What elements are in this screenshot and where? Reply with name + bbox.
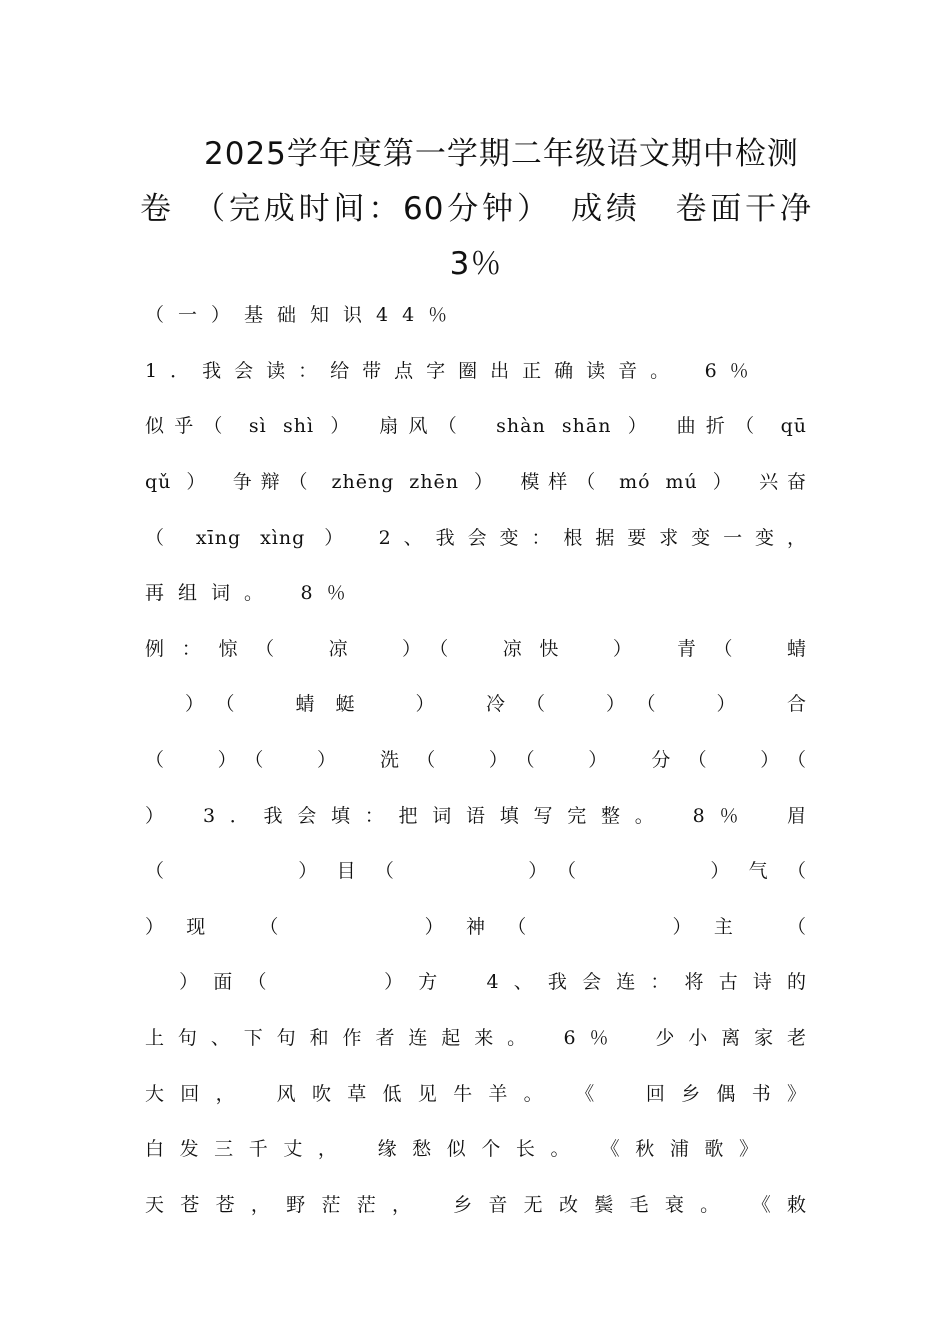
- question-1-heading: 1．我会读：给带点字圈出正确读音。 6％: [145, 360, 762, 382]
- text-line: （ ）目（ ）（ ）气（: [145, 860, 807, 882]
- text-line: 白发三千丈， 缘愁似个长。 《秋浦歌》: [145, 1138, 759, 1160]
- exam-title-line-1: 2025学年度第一学期二年级语文期中检测: [204, 136, 799, 172]
- text-line: 似乎（ sì shì ） 扇风（ shàn shān ） 曲折（ qū: [145, 415, 807, 437]
- text-line: 再组词。 8％: [145, 582, 360, 604]
- text-line: ）（ 蜻蜓 ） 冷（ ）（ ） 合: [145, 693, 807, 715]
- text-line: 大回， 风吹草低见牛羊。 《 回乡偶书》: [145, 1083, 807, 1105]
- text-line: 上句、下句和作者连起来。 6％ 少小离家老: [145, 1027, 807, 1049]
- text-line: ）面（ ）方 4、我会连：将古诗的: [145, 971, 807, 993]
- section-heading-basics: （一）基础知识44％: [145, 304, 462, 326]
- text-line: qǔ ） 争辩（ zhēng zhēn ） 模样（ mó mú ） 兴奋: [145, 471, 807, 493]
- text-line: （ xīng xìng ） 2、我会变：根据要求变一变，: [145, 527, 807, 549]
- text-line: ）现 （ ）神（ ）主 （: [145, 916, 807, 938]
- text-line: 例：惊（ 凉 ）（ 凉快 ） 青（ 蜻: [145, 638, 807, 660]
- text-line: 天苍苍，野茫茫， 乡音无改鬓毛衰。 《敕: [145, 1194, 807, 1216]
- exam-title-line-3: 3％: [449, 246, 503, 282]
- text-line: （ ）（ ） 洗（ ）（ ） 分（ ）（: [145, 749, 807, 771]
- text-line: ） 3．我会填：把词语填写完整。 8％ 眉: [145, 805, 807, 827]
- exam-title-line-2: 卷 （完成时间：60分钟） 成绩 卷面干净: [140, 191, 812, 227]
